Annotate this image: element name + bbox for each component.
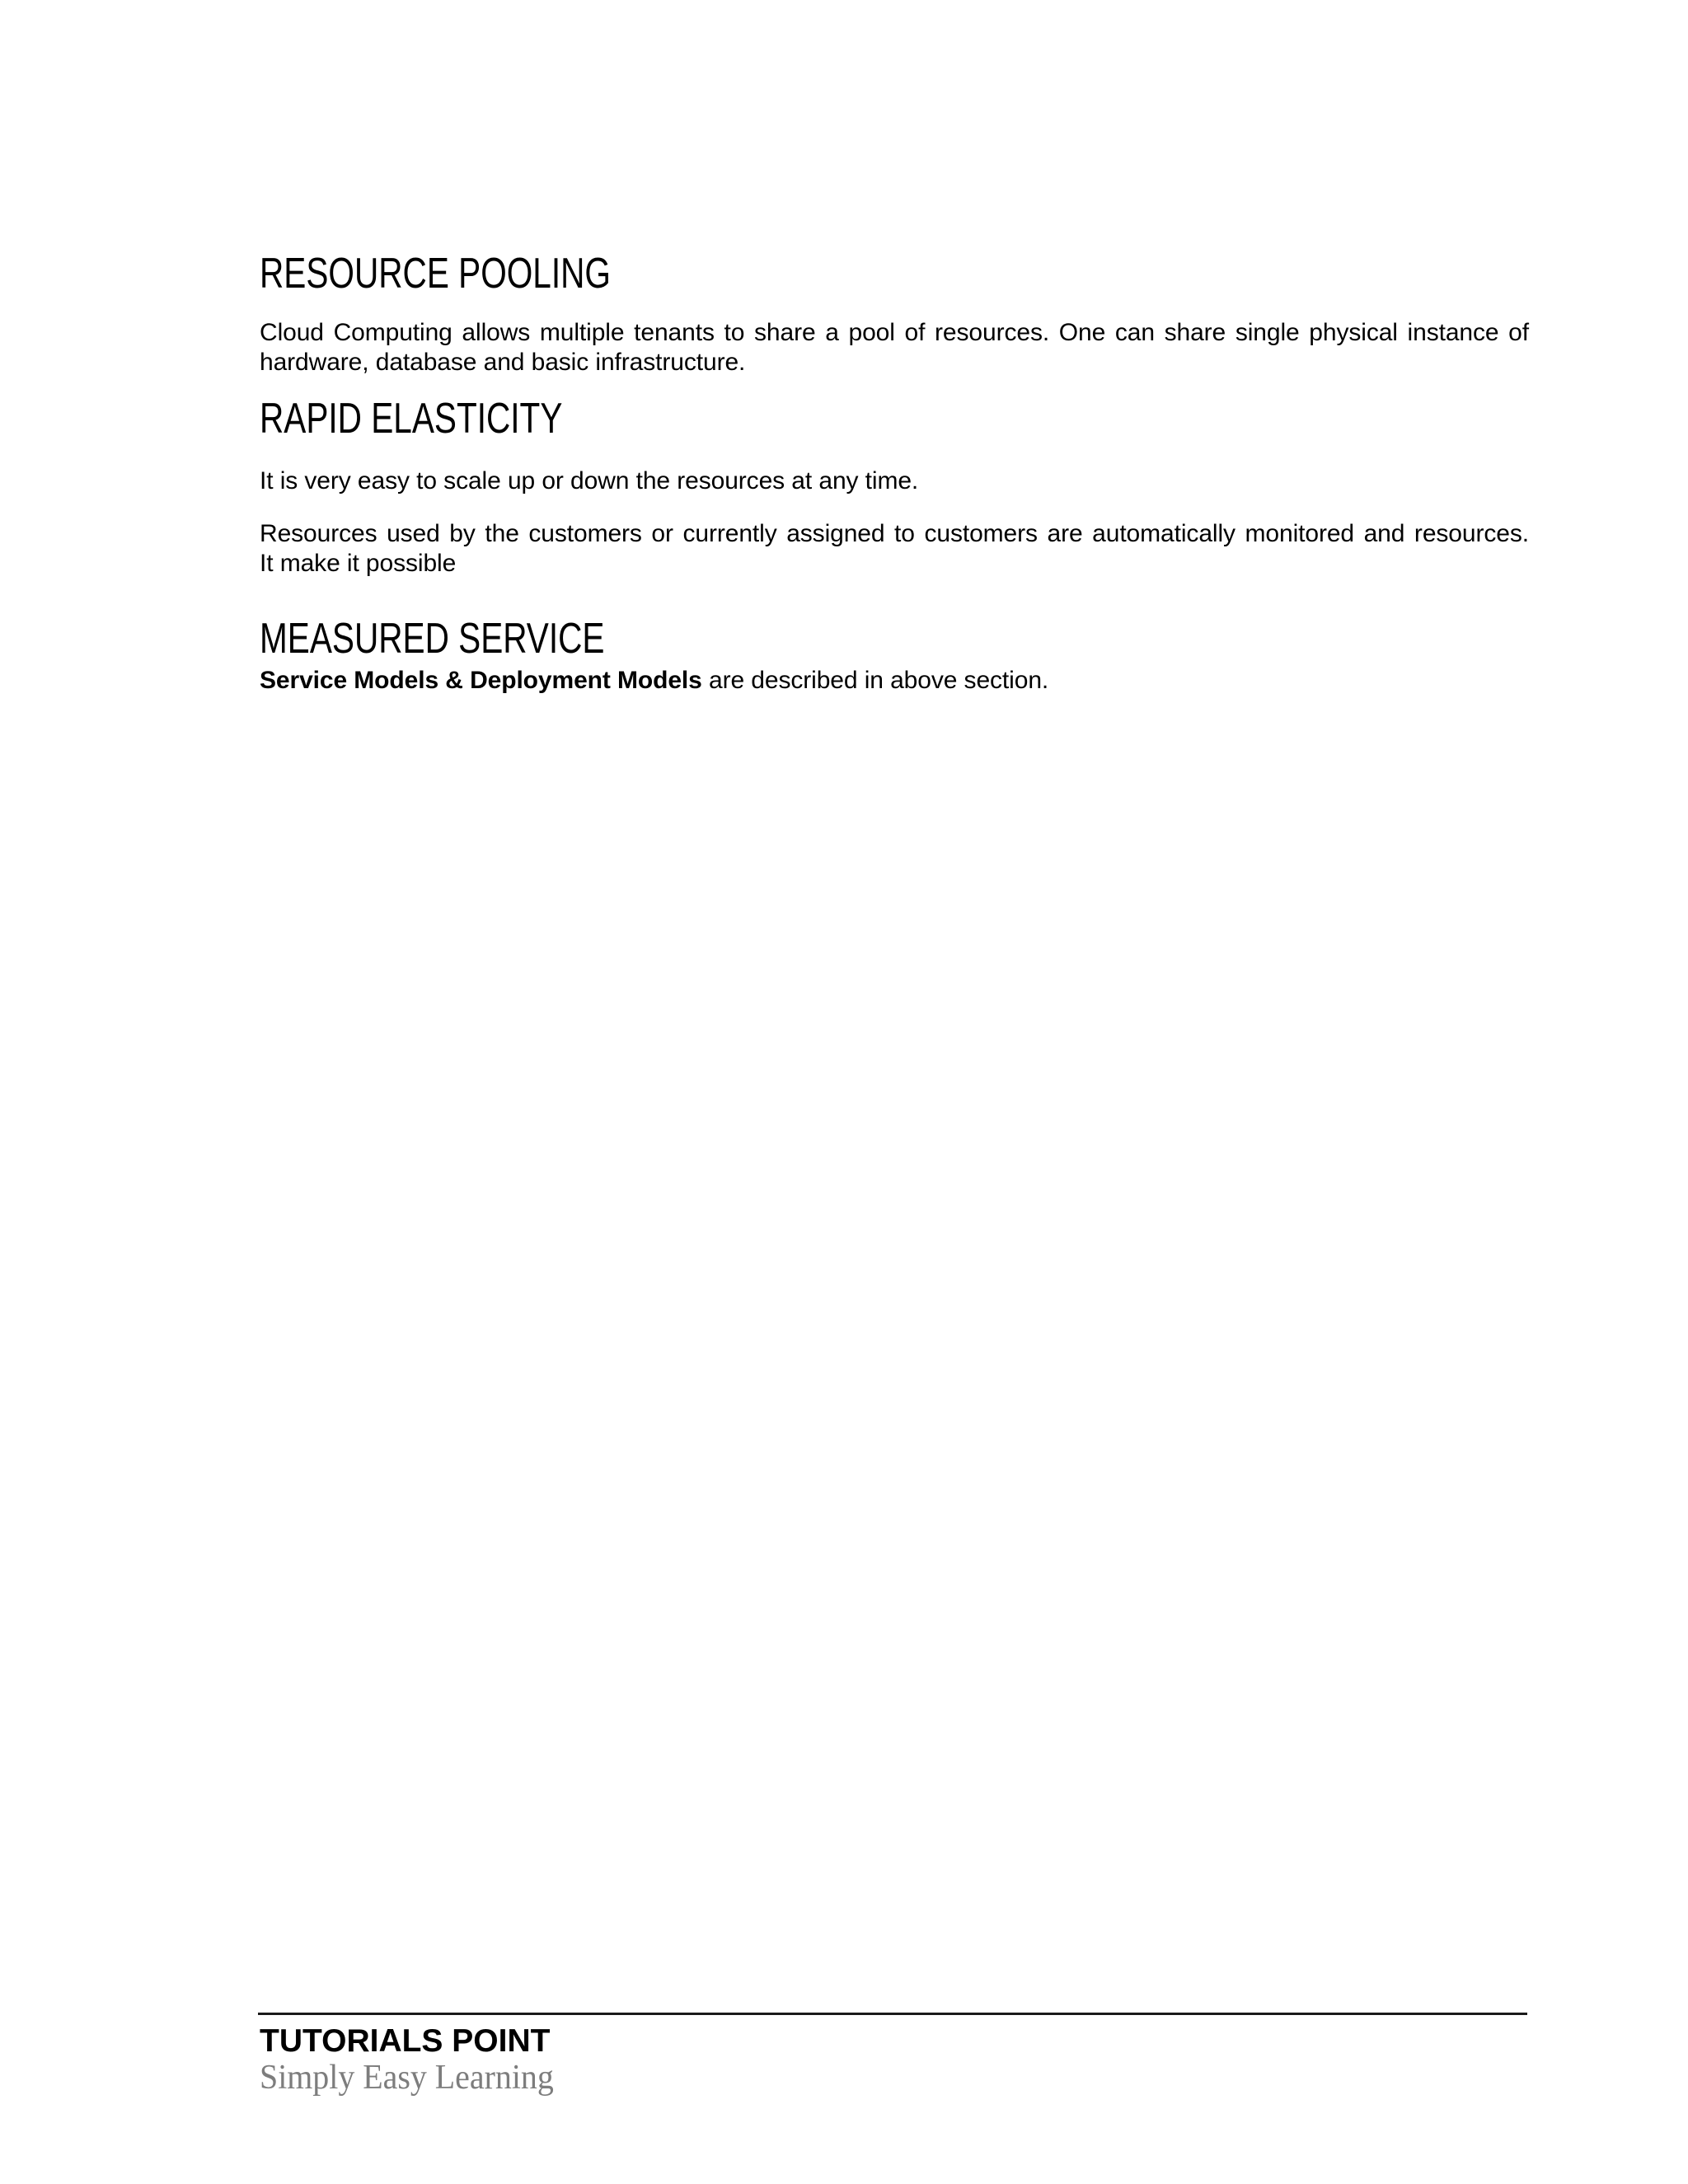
paragraph-scale: [260, 466, 1529, 496]
section-heading-rapid-elasticity: RAPID ELASTICITY: [260, 395, 563, 443]
paragraph-resource-pooling: [260, 318, 1529, 377]
paragraph-line: It is very easy to scale up or down the resources at any time.: [260, 467, 919, 494]
footer-brand: TUTORIALS POINT: [260, 2023, 551, 2059]
paragraph-service-models: [260, 666, 1529, 696]
paragraph-line: [260, 666, 1529, 696]
bold-lead-text: Service Models & Deployment Models: [260, 667, 702, 694]
paragraph-monitoring: [260, 519, 1529, 579]
footer-divider: [258, 2013, 1527, 2015]
paragraph-line: hardware, database and basic infrastructure.: [260, 349, 746, 376]
section-heading-resource-pooling: RESOURCE POOLING: [260, 250, 611, 298]
paragraph-text: are described in above section.: [701, 667, 1049, 694]
paragraph-line: Cloud Computing allows multiple tenants to share a pool of resources. One can share single physical instance of: [260, 319, 1529, 346]
section-heading-measured-service: MEASURED SERVICE: [260, 615, 605, 663]
paragraph-line: It make it possible: [260, 550, 457, 577]
footer-tagline: Simply Easy Learning: [260, 2059, 554, 2097]
paragraph-line: Resources used by the customers or currently assigned to customers are automatically monitored and resources.: [260, 520, 1529, 547]
